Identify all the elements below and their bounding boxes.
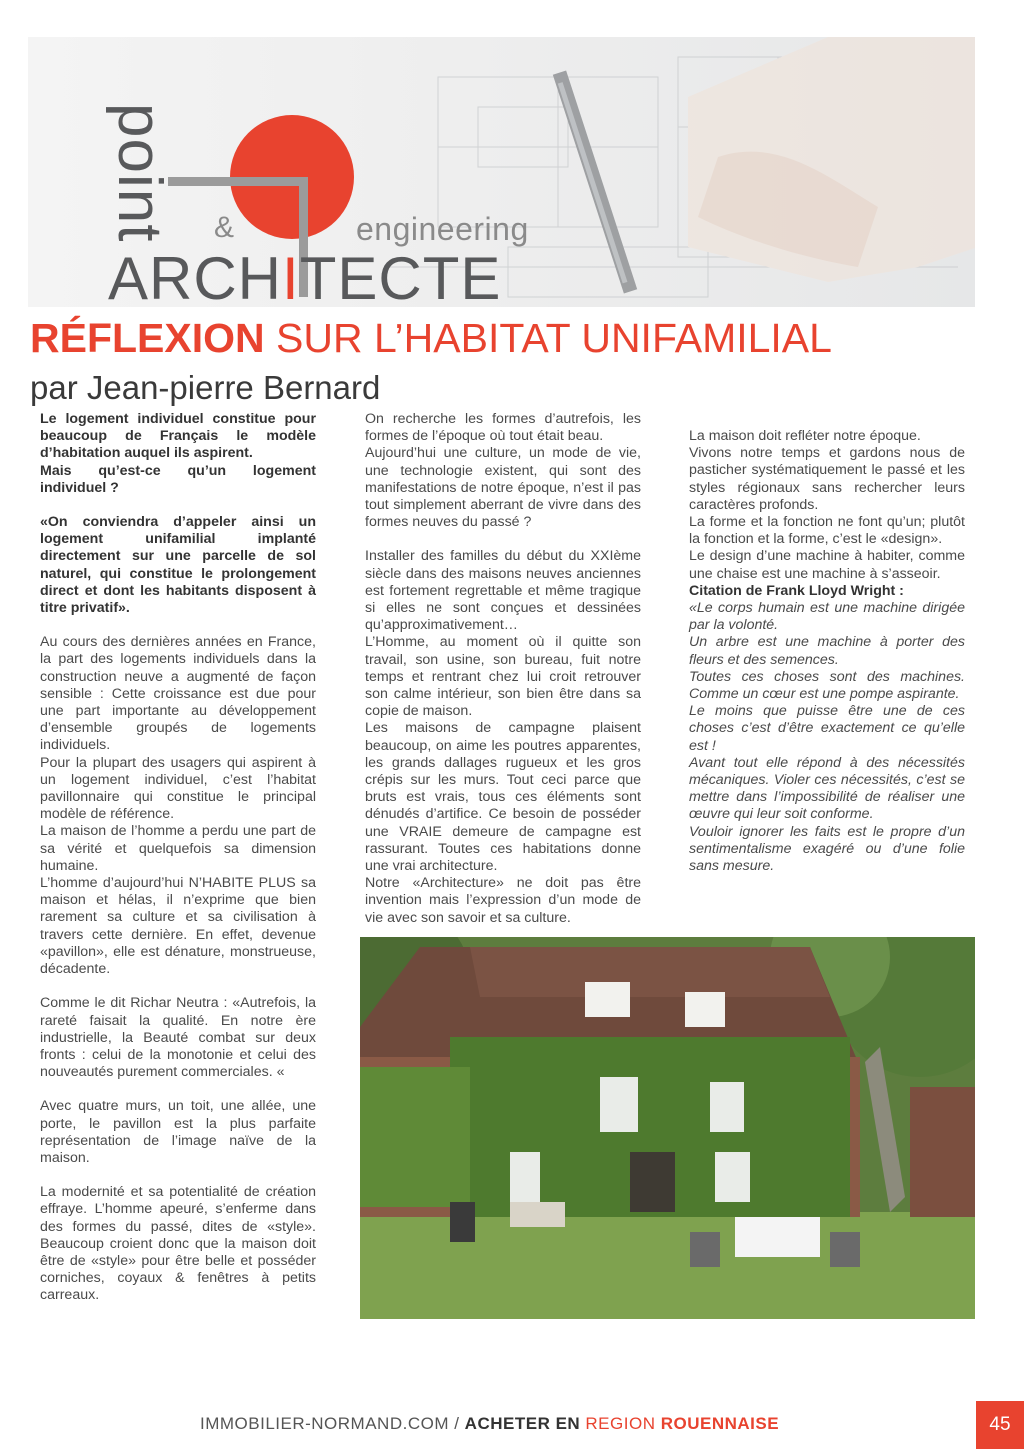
footer-region: REGION [585,1414,661,1433]
paragraph: Le design d’une machine à habiter, comme une chaise est une machine à s’asseoir. [689,548,965,582]
paragraph: Avec quatre murs, un toit, une allée, une porte, le pavillon est la plus parfaite représentation de l’image naïve de la maison. [40,1098,316,1166]
paragraph: Les maisons de campagne plaisent beaucoup, on aime les poutres apparentes, les grands dallages rugueux et les gros crépis sur les murs. Tout ceci parce que bruts est vrais, tous ces éléments sont dénudés d’artifice. Ce besoin de posséder une VRAIE demeure de campagne est rassurant. Toutes ces habitations donne une vrai architecture. [365,720,641,875]
paragraph: Aujourd’hui une culture, un mode de vie, une technologie existent, qui sont des manifestations de notre époque, n’est il pas tout simplement aberrant de vivre dans des formes neuves du passé ? [365,445,641,531]
article-column-3 [689,428,965,875]
paragraph: Le logement individuel constitue pour beaucoup de Français le modèle d’habitation auquel ils aspirent. [40,411,316,462]
article-byline: par Jean-pierre Bernard [30,369,381,406]
quote-paragraph: Avant tout elle répond à des nécessités mécaniques. Violer ces nécessités, c’est se mettre dans l’impossibilité de réaliser une œuvre qui leur soit conforme. [689,754,965,823]
paragraph: L’Homme, au moment où il quitte son travail, son usine, son bureau, fuit notre temps et rentrant chez lui croit retrouver son calme intérieur, son bien être dans sa copie de maison. [365,634,641,720]
paragraph: La maison doit refléter notre époque. [689,428,921,444]
house-photo [360,937,975,1319]
logo-architecte-text [108,245,502,307]
page-number: 45 [976,1401,1024,1449]
quote-paragraph: Toutes ces choses sont des machines. Comme un cœur est une pompe aspirante. [689,668,965,703]
logo-architecte-accent: I [282,245,300,307]
article-column-1 [40,411,316,1305]
quote-paragraph: Le moins que puisse être une de ces choses c’est d’être exactement ce qu’elle est ! [689,703,965,754]
footer-city: ROUENNAISE [660,1414,780,1433]
logo-point-text: point [105,103,174,243]
paragraph: Pour la plupart des usagers qui aspirent à un logement individuel, c’est l’habitat pavillonnaire qui constitue le principal modèle de référence. [40,754,316,823]
paragraph: La modernité et sa potentialité de création effraye. L’homme apeuré, s’enferme dans des formes du passé, dites de «style». Beaucoup croient donc que la maison doit être de «style» pour être belle et posséder corniches, coyaux & fenêtres à petits carreaux. [40,1184,316,1304]
article-title-bold: RÉFLEXION [30,315,265,361]
paragraph: Comme le dit Richar Neutra : «Autrefois, la rareté faisait la qualité. En notre ère industrielle, la Beauté combat sur deux fronts : celui de la monotonie et celui des nouveautés purement commerciales. « [40,995,316,1081]
quote-paragraph: Un arbre est une machine à porter des fleurs et des semences. [689,634,965,668]
header-banner [28,37,975,307]
logo-architecte-pre: ARCH [108,245,283,307]
paragraph: Vivons notre temps et gardons nous de pasticher systématiquement le passé et les styles régionaux sans rechercher leurs caractères profonds. [689,445,965,513]
paragraph: «On conviendra d’appeler ainsi un logement unifamilial implanté directement sur une parcelle de sol naturel, qui constitue le prolongement direct et dont les habitants disposent à titre privatif». [40,514,316,617]
footer-acheter: ACHETER EN [464,1414,586,1433]
article-title-rest: SUR L’HABITAT UNIFAMILIAL [264,315,832,361]
quote-paragraph: Vouloir ignorer les faits est le propre d’un sentimentalisme exagéré ou d’une folie sans mesure. [689,823,965,875]
quote-heading: Citation de Frank Lloyd Wright : [689,582,904,599]
logo-architecte-post: TECTE [299,245,502,307]
paragraph: La forme et la fonction ne font qu’un; plutôt la fonction et la forme, c’est le «design». [689,514,965,548]
paragraph: Installer des familles du début du XXIème siècle dans des maisons neuves anciennes est fortement regrettable et même tragique si elles ne sont conçues et dessinées qu’approximativement… [365,548,641,634]
paragraph: On recherche les formes d’autrefois, les formes de l’époque où tout était beau. [365,411,641,445]
paragraph: L’homme d’aujourd’hui N’HABITE PLUS sa maison et hélas, il n’exprime que bien rarement sa culture et sa civilisation à travers cette dernière. En effet, devenue «pavillon», elle est dénature, monstrueuse, décadente. [40,875,316,978]
quote-paragraph: «Le corps humain est une machine dirigée par la volonté. [689,600,965,634]
paragraph: Au cours des dernières années en France, la part des logements individuels dans la construction neuve a augmenté de façon sensible : Cette croissance est due pour une part importante au développement d’ensemble groupés de logements individuels. [40,634,316,754]
paragraph: La maison de l’homme a perdu une part de sa vérité et quelquefois sa dimension humaine. [40,823,316,874]
logo-engineering-text: engineering [356,211,529,247]
paragraph: Notre «Architecture» ne doit pas être invention mais l’expression d’un mode de vie avec son savoir et sa culture. [365,875,641,926]
logo-ampersand: & [214,211,235,244]
paragraph: Mais qu’est-ce qu’un logement individuel ? [40,462,316,496]
article-column-2 [365,411,641,927]
article-title [30,316,832,361]
footer-text [200,1414,779,1434]
footer-site: IMMOBILIER-NORMAND.COM / [200,1414,465,1433]
